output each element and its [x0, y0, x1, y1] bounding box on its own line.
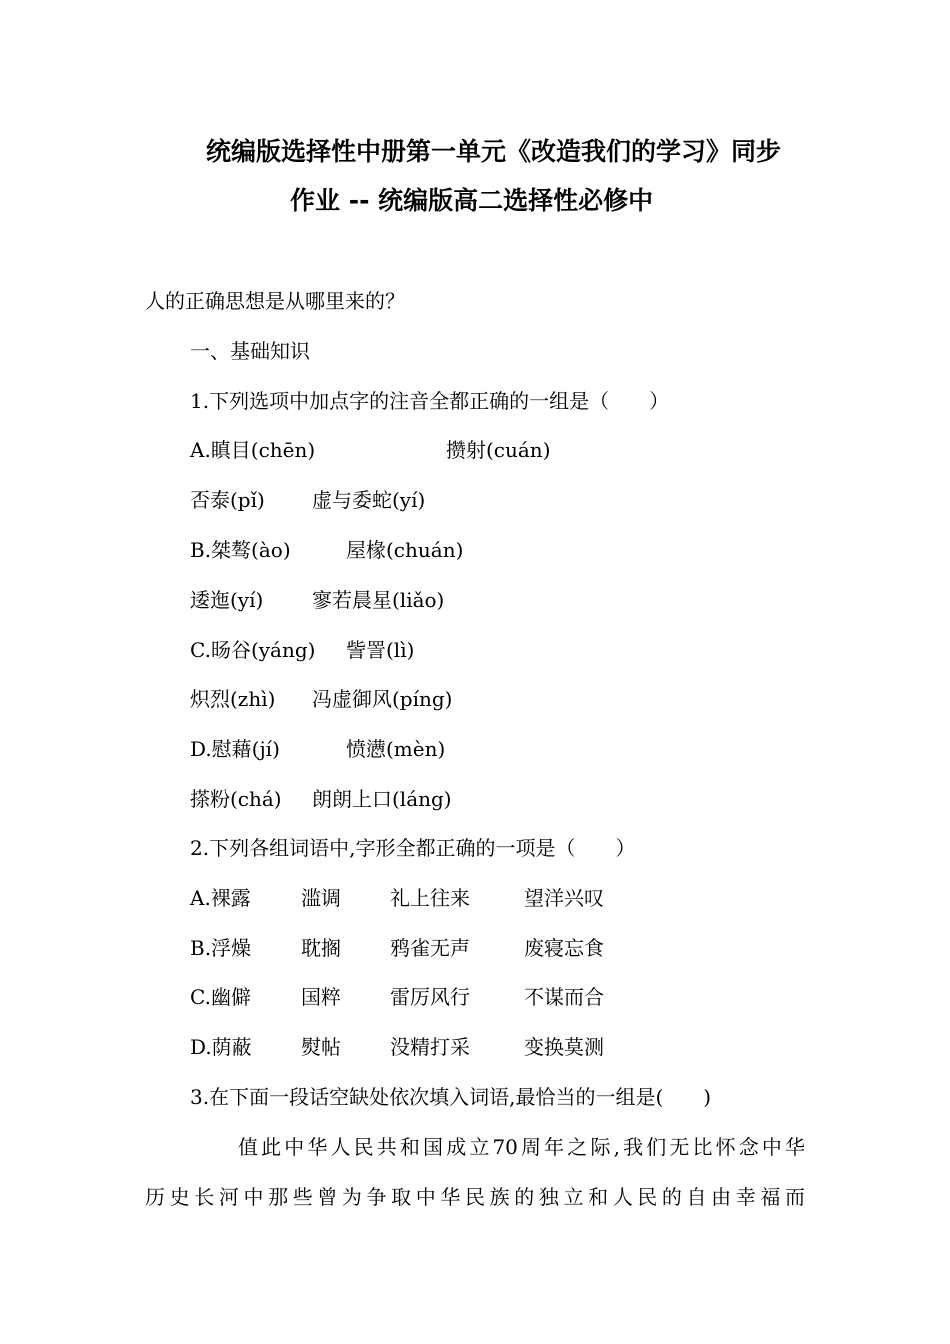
q2-option-a-word1: A.裸露 [190, 886, 251, 910]
question-1-stem: 1.下列选项中加点字的注音全都正确的一组是（ ） [190, 389, 670, 413]
q2-option-c-word2: 国粹 [301, 985, 341, 1009]
q2-option-c-word1: C.幽僻 [190, 985, 251, 1009]
q2-option-b-word3: 鸦雀无声 [390, 936, 470, 960]
q1-option-b-item4: 寥若晨星(liǎo) [312, 588, 445, 612]
q2-option-b-word1: B.浮燥 [190, 936, 252, 960]
q1-option-a-item3: 否泰(pǐ) [190, 488, 265, 512]
q1-option-c-item3: 炽烈(zhì) [190, 687, 276, 711]
q2-option-a-word4: 望洋兴叹 [524, 886, 604, 910]
question-3-paragraph-line1: 值此中华人民共和国成立70周年之际,我们无比怀念中华 [238, 1135, 805, 1159]
q1-option-c-item1: C.旸谷(yáng) [190, 638, 316, 662]
q1-option-b-item3: 逶迤(yí) [190, 588, 264, 612]
section-heading: 一、基础知识 [190, 339, 310, 363]
q1-option-d-item4: 朗朗上口(láng) [312, 787, 452, 811]
q2-option-b-word4: 废寝忘食 [524, 936, 604, 960]
q2-option-d-word4: 变换莫测 [524, 1035, 604, 1059]
question-3-stem: 3.在下面一段话空缺处依次填入词语,最恰当的一组是( ) [190, 1085, 712, 1109]
q2-option-d-word1: D.荫蔽 [190, 1035, 252, 1059]
q1-option-a-item2: 攒射(cuán) [446, 438, 551, 462]
q1-option-c-item4: 冯虚御风(píng) [312, 687, 453, 711]
q1-option-a-item1: A.瞋目(chēn) [190, 438, 316, 462]
q2-option-d-word3: 没精打采 [390, 1035, 470, 1059]
q2-option-b-word2: 耽搁 [301, 936, 341, 960]
q1-option-d-item2: 愤懑(mèn) [346, 737, 446, 761]
q1-option-a-item4: 虚与委蛇(yí) [312, 488, 426, 512]
q1-option-b-item1: B.桀骜(ào) [190, 538, 291, 562]
q2-option-c-word3: 雷厉风行 [390, 985, 470, 1009]
question-3-paragraph-line2: 历史长河中那些曾为争取中华民族的独立和人民的自由幸福而 [145, 1185, 805, 1209]
document-title-line2: 作业 -- 统编版高二选择性必修中 [290, 186, 654, 215]
q1-option-c-item2: 訾詈(lì) [346, 638, 415, 662]
q2-option-a-word3: 礼上往来 [390, 886, 470, 910]
q1-option-d-item3: 搽粉(chá) [190, 787, 282, 811]
q1-option-d-item1: D.慰藉(jí) [190, 737, 280, 761]
q2-option-d-word2: 熨帖 [301, 1035, 341, 1059]
document-title-line1: 统编版选择性中册第一单元《改造我们的学习》同步 [206, 137, 782, 166]
question-2-stem: 2.下列各组词语中,字形全都正确的一项是（ ） [190, 836, 636, 860]
q2-option-a-word2: 滥调 [301, 886, 341, 910]
subtitle: 人的正确思想是从哪里来的？ [145, 289, 405, 313]
q1-option-b-item2: 屋椽(chuán) [346, 538, 464, 562]
q2-option-c-word4: 不谋而合 [524, 985, 604, 1009]
